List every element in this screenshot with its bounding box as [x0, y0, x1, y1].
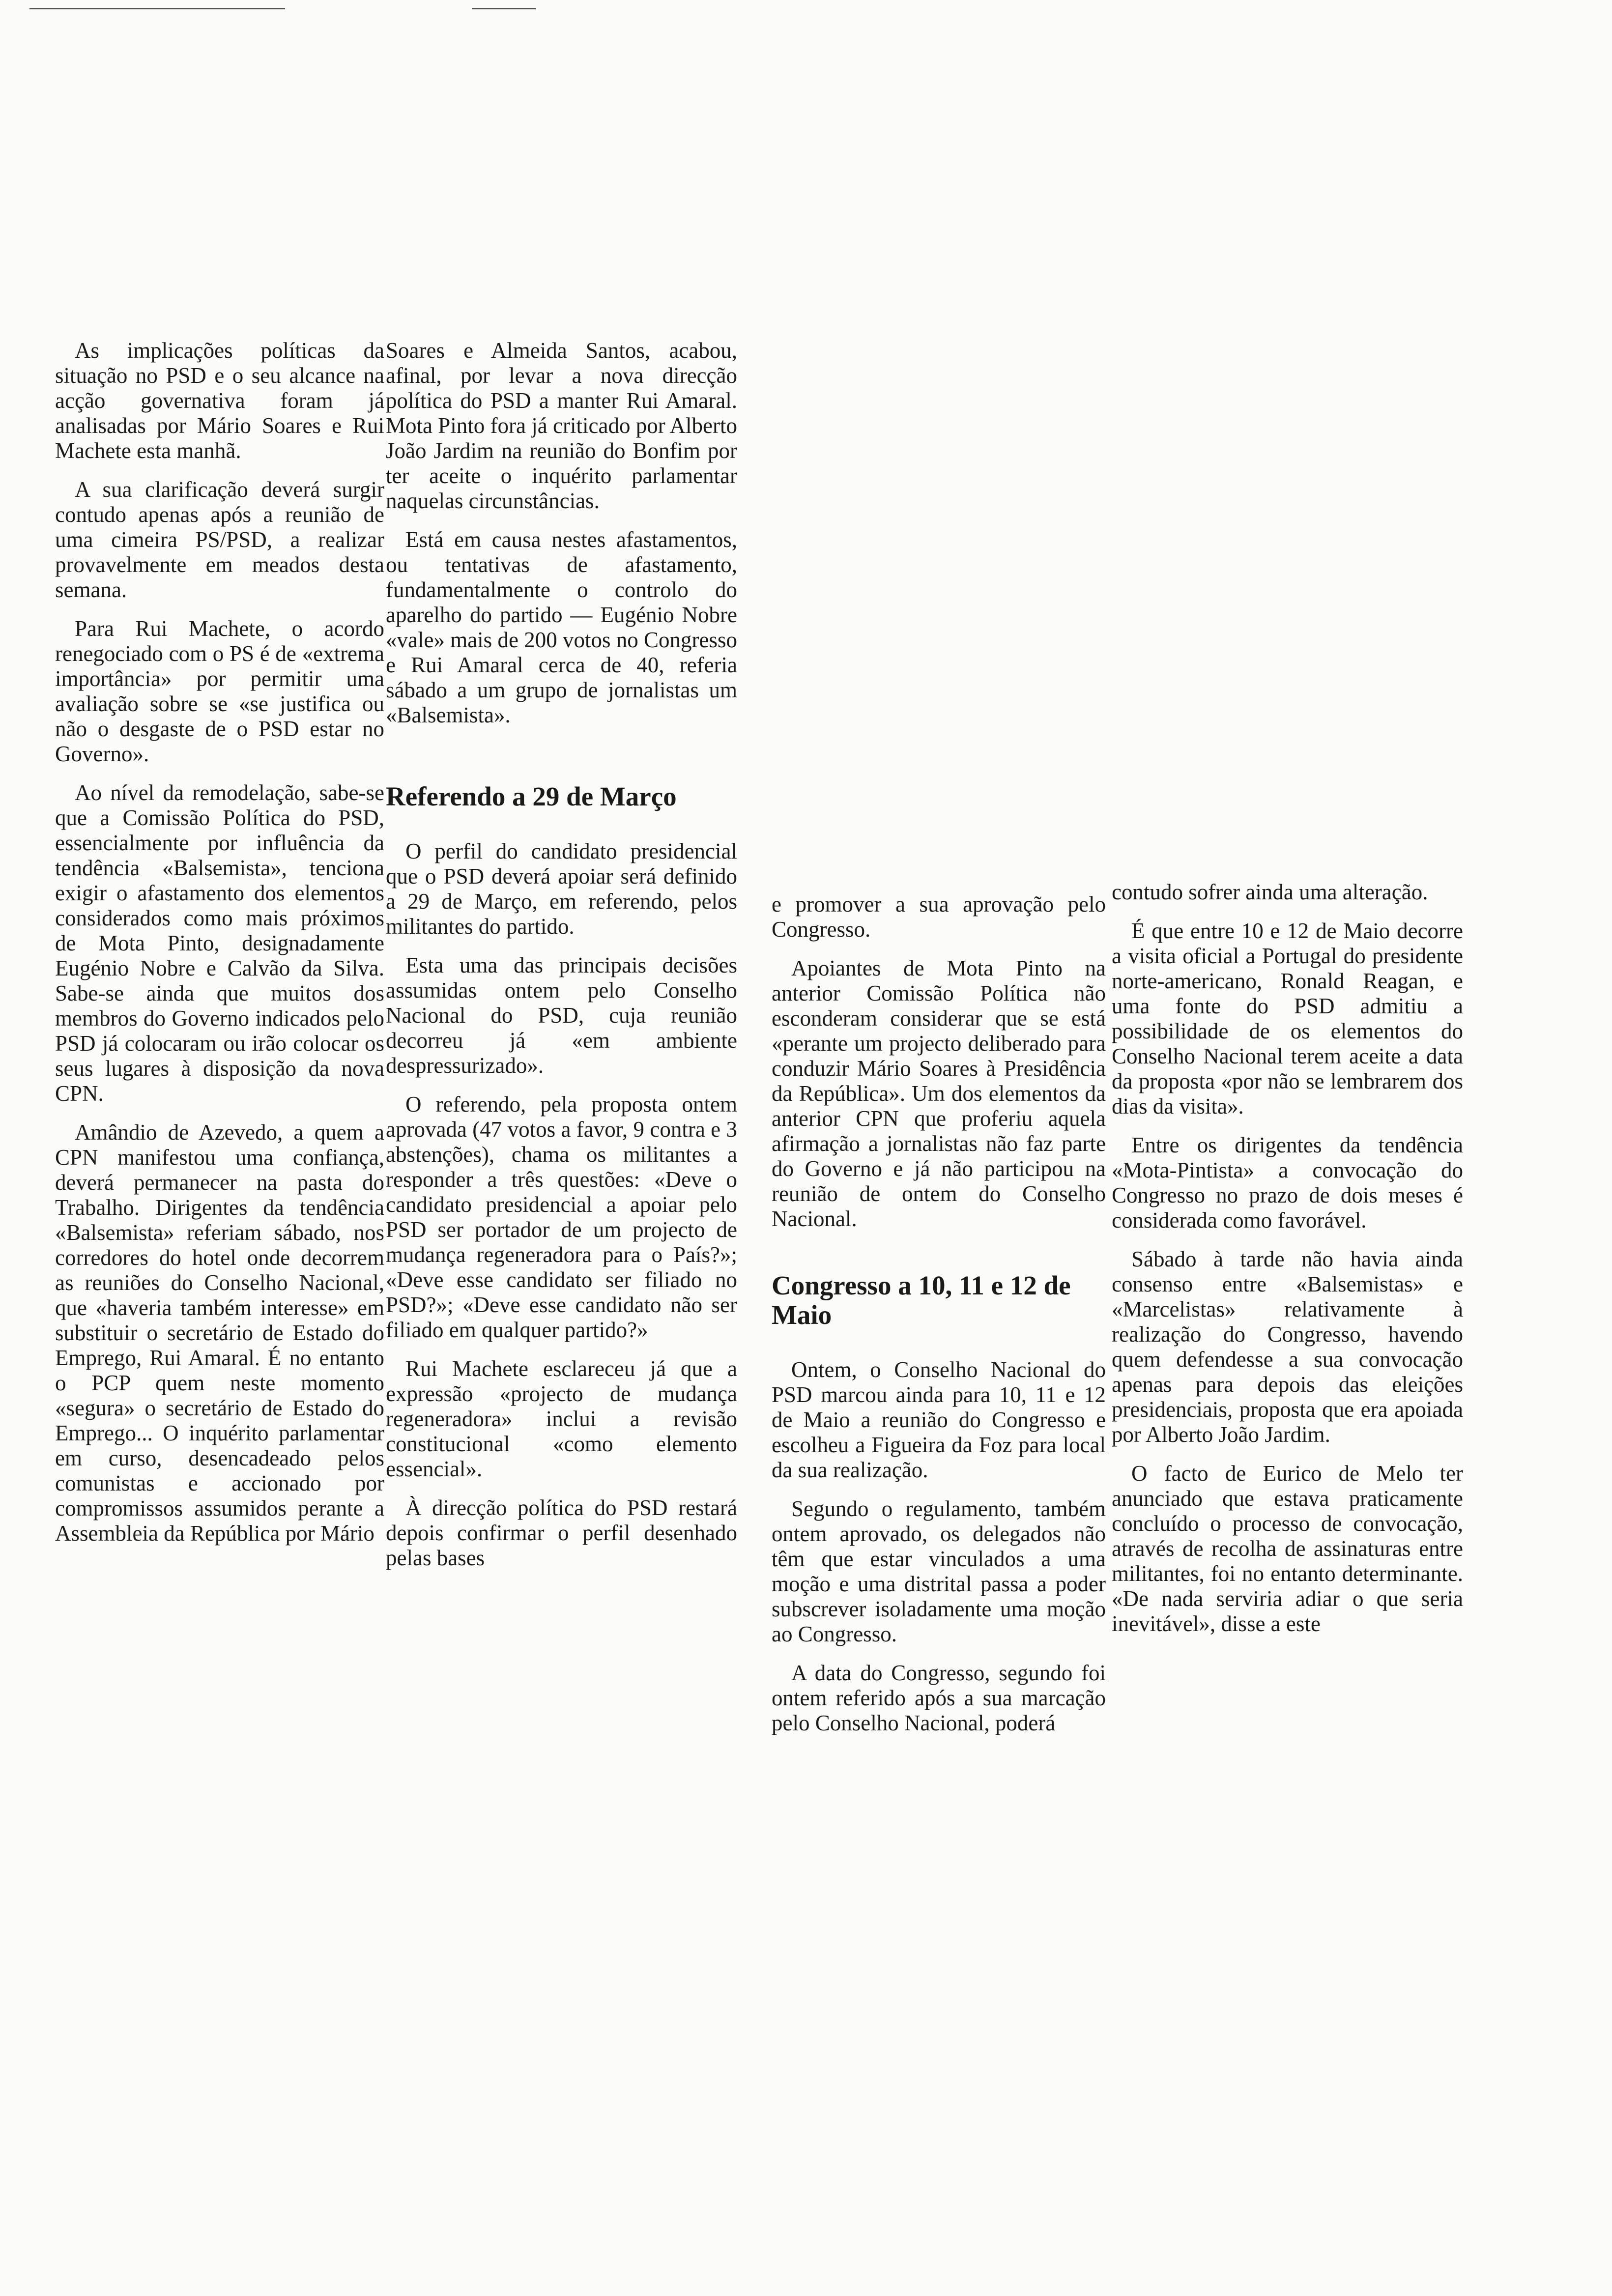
paragraph: É que entre 10 e 12 de Maio decorre a visita oficial a Portugal do presidente norte-americano, Ronald Reagan, e uma fonte do PSD admitiu a possibilidade de os elementos do Conselho Nacional terem aceite a data da proposta «por não se lembrarem dos dias da visita».	[1112, 918, 1463, 1119]
column-2	[386, 338, 737, 1584]
paragraph: Está em causa nestes afastamentos, ou tentativas de afastamento, fundamentalmente o controlo do aparelho do partido — Eugénio Nobre «vale» mais de 200 votos no Congresso e Rui Amaral cerca de 40, referia sábado a um grupo de jornalistas um «Balsemista».	[386, 527, 737, 727]
paragraph: Apoiantes de Mota Pinto na anterior Comissão Política não esconderam considerar que se está «perante um projecto deliberado para conduzir Mário Soares à Presidência da República». Um dos elementos da anterior CPN que proferiu aquela afirmação a jornalistas não faz parte do Governo e já não participou na reunião de ontem do Conselho Nacional.	[772, 956, 1106, 1231]
paragraph: As implicações políticas da situação no PSD e o seu alcance na acção governativa foram já analisadas por Mário Soares e Rui Machete esta manhã.	[55, 338, 384, 463]
paragraph: e promover a sua aprovação pelo Congresso.	[772, 892, 1106, 942]
top-rule-right	[472, 8, 536, 9]
column-4	[1112, 880, 1463, 1650]
paragraph: Segundo o regulamento, também ontem aprovado, os delegados não têm que estar vinculados a uma moção e uma distrital passa a poder subscrever isoladamente uma moção ao Congresso.	[772, 1496, 1106, 1646]
paragraph: Esta uma das principais decisões assumidas ontem pelo Conselho Nacional do PSD, cuja reunião decorreu já «em ambiente despressurizado».	[386, 953, 737, 1078]
column-3	[772, 892, 1106, 1750]
paragraph: À direcção política do PSD restará depois confirmar o perfil desenhado pelas bases	[386, 1495, 737, 1570]
paragraph: Rui Machete esclareceu já que a expressão «projecto de mudança regeneradora» inclui a revisão constitucional «como elemento essencial».	[386, 1356, 737, 1481]
top-rule-left	[29, 8, 285, 9]
paragraph: O referendo, pela proposta ontem aprovada (47 votos a favor, 9 contra e 3 abstenções), chama os militantes a responder a três questões: «Deve o candidato presidencial a apoiar pelo PSD ser portador de um projecto de mudança regeneradora para o País?»; «Deve esse candidato ser filiado no PSD?»; «Deve esse candidato não ser filiado em qualquer partido?»	[386, 1092, 737, 1342]
paragraph: A sua clarificação deverá surgir contudo apenas após a reunião de uma cimeira PS/PSD, a realizar provavelmente em meados desta semana.	[55, 477, 384, 602]
paragraph: Sábado à tarde não havia ainda consenso entre «Balsemistas» e «Marcelistas» relativamente à realização do Congresso, havendo quem defendesse a sua convocação apenas para depois das eleições presidenciais, proposta que era apoiada por Alberto João Jardim.	[1112, 1247, 1463, 1447]
paragraph: Ontem, o Conselho Nacional do PSD marcou ainda para 10, 11 e 12 de Maio a reunião do Congresso e escolheu a Figueira da Foz para local da sua realização.	[772, 1357, 1106, 1482]
paragraph: O facto de Eurico de Melo ter anunciado que estava praticamente concluído o processo de convocação, através de recolha de assinaturas entre militantes, foi no entanto determinante. «De nada serviria adiar o que seria inevitável», disse a este	[1112, 1461, 1463, 1636]
paragraph: O perfil do candidato presidencial que o PSD deverá apoiar será definido a 29 de Março, em referendo, pelos militantes do partido.	[386, 839, 737, 939]
paragraph: contudo sofrer ainda uma alteração.	[1112, 880, 1428, 904]
paragraph: A data do Congresso, segundo foi ontem referido após a sua marcação pelo Conselho Nacional, poderá	[772, 1661, 1106, 1735]
section-heading: Congresso a 10, 11 e 12 de Maio	[772, 1270, 1071, 1330]
paragraph: Entre os dirigentes da tendência «Mota-Pintista» a convocação do Congresso no prazo de dois meses é considerada como favorável.	[1112, 1133, 1463, 1233]
paragraph: Soares e Almeida Santos, acabou, afinal, por levar a nova direcção política do PSD a manter Rui Amaral. Mota Pinto fora já criticado por Alberto João Jardim na reunião do Bonfim por ter aceite o inquérito parlamentar naquelas circunstâncias.	[386, 338, 737, 513]
paragraph: Amândio de Azevedo, a quem a CPN manifestou uma confiança, deverá permanecer na pasta do Trabalho. Dirigentes da tendência «Balsemista» referiam sábado, nos corredores do hotel onde decorrem as reuniões do Conselho Nacional, que «haveria também interesse» em substituir o secretário de Estado do Emprego, Rui Amaral. É no entanto o PCP quem neste momento «segura» o secretário de Estado do Emprego... O inquérito parlamentar em curso, desencadeado pelos comunistas e accionado por compromissos assumidos perante a Assembleia da República por Mário	[55, 1120, 384, 1546]
column-1	[55, 338, 384, 1560]
paragraph: Para Rui Machete, o acordo renegociado com o PS é de «extrema importância» por permitir uma avaliação sobre se «se justifica ou não o desgaste de o PSD estar no Governo».	[55, 616, 384, 766]
paragraph: Ao nível da remodelação, sabe-se que a Comissão Política do PSD, essencialmente por influência da tendência «Balsemista», tenciona exigir o afastamento dos elementos considerados como mais próximos de Mota Pinto, designadamente Eugénio Nobre e Calvão da Silva. Sabe-se ainda que muitos dos membros do Governo indicados pelo PSD já colocaram ou irão colocar os seus lugares à disposição da nova CPN.	[55, 780, 384, 1106]
section-heading: Referendo a 29 de Março	[386, 781, 677, 811]
